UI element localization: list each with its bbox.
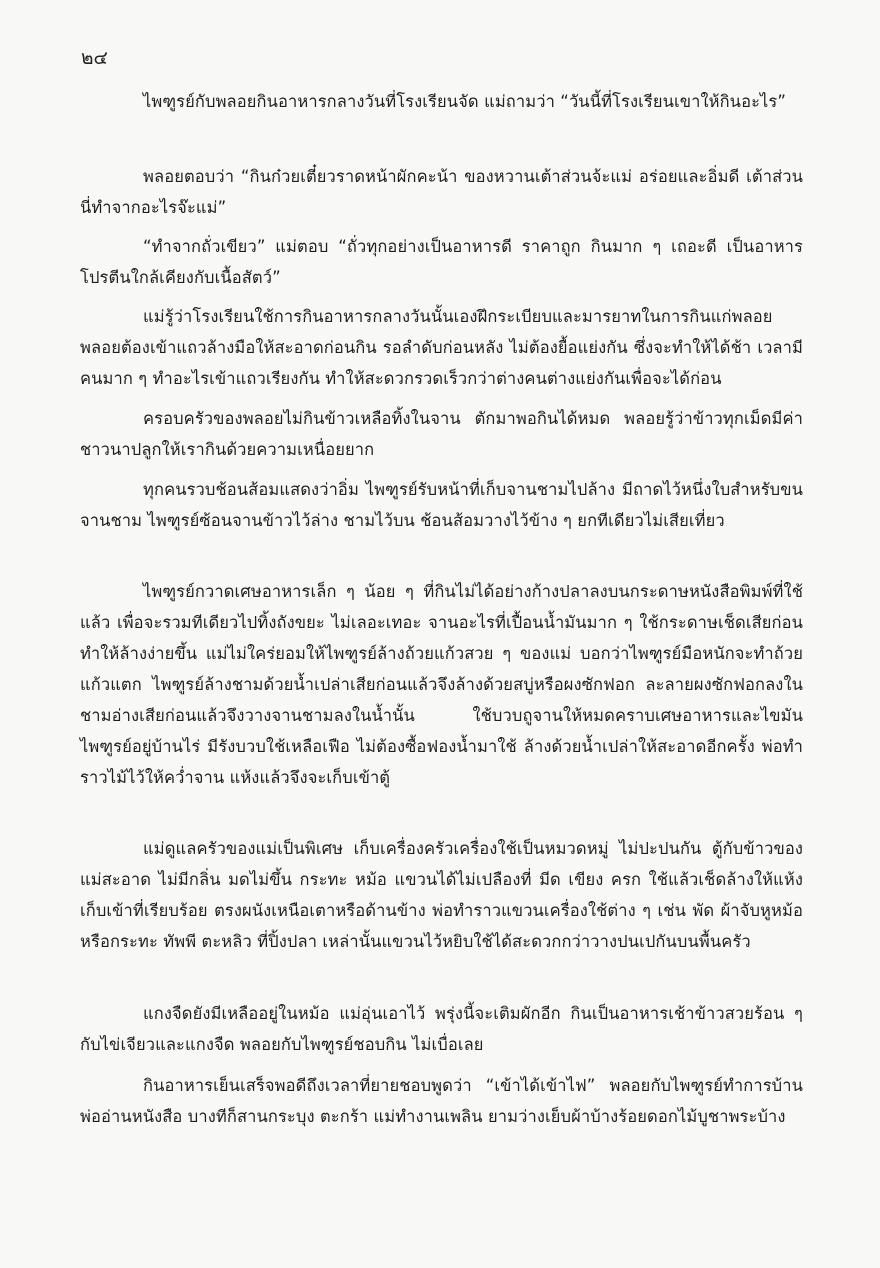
paragraph: ไพฑูรย์กับพลอยกินอาหารกลางวันที่โรงเรียนจัด แม่ถามว่า “วันนี้ที่โรงเรียนเขาให้กินอะไร” (143, 92, 787, 111)
paragraph: ทุกคนรวบช้อนส้อมแสดงว่าอิ่ม ไพฑูรย์รับหน้าที่เก็บจานชามไปล้าง มีถาดไว้หนึ่งใบสำหรับขนจานชาม ไพฑูรย์ซ้อนจานข้าวไว้ล่าง ชามไว้บน ช้อนส้อมวางไว้ข้าง ๆ ยกทีเดียวไม่เสียเที่ยว (80, 480, 803, 530)
paragraph: แม่ดูแลครัวของแม่เป็นพิเศษ เก็บเครื่องครัวเครื่องใช้เป็นหมวดหมู่ ไม่ปะปนกัน ตู้กับข้าวของแม่สะอาด ไม่มีกลิ่น มดไม่ขึ้น กระทะ หม้อ แขวนได้ไม่เปลืองที่ มีด เขียง ครก ใช้แล้วเช็ดล้างให้แห้ง เก็บเข้าที่เรียบร้อย ตรงผนังเหนือเตาหรือด้านข้าง พ่อทำราวแขวนเครื่องใช้ต่าง ๆ เช่น พัด ผ้าจับหูหม้อ หรือกระทะ ทัพพี ตะหลิว ที่ปิ้งปลา เหล่านั้นแขวนไว้หยิบใช้ได้สะดวกกว่าวางปนเปกันบนพื้นครัว (80, 839, 803, 951)
paragraph: ไพฑูรย์กวาดเศษอาหารเล็ก ๆ น้อย ๆ ที่กินไม่ได้อย่างก้างปลาลงบนกระดาษหนังสือพิมพ์ที่ใช้แล้ว เพื่อจะรวมทีเดียวไปทิ้งถังขยะ ไม่เลอะเทอะ จานอะไรที่เปื้อนน้ำมันมาก ๆ ใช้กระดาษเช็ดเสียก่อน ทำให้ล้างง่ายขึ้น แม่ไม่ใคร่ยอมให้ไพฑูรย์ล้างถ้วยแก้วสวย ๆ ของแม่ บอกว่าไพฑูรย์มือหนักจะทำถ้วยแก้วแตก ไพฑูรย์ล้างชามด้วยน้ำเปล่าเสียก่อนแล้วจึงล้างด้วยสบู่หรือผงซักฟอก ละลายผงซักฟอกลงในชามอ่างเสียก่อนแล้วจึงวางจานชามลงในน้ำนั้น ใช้บวบถูจานให้หมดคราบเศษอาหารและไขมัน ไพฑูรย์อยู่บ้านไร่ มีรังบวบใช้เหลือเฟือ ไม่ต้องซื้อฟองน้ำมาใช้ ล้างด้วยน้ำเปล่าให้สะอาดอีกครั้ง พ่อทำราวไม้ไว้ให้คว่ำจาน แห้งแล้วจึงจะเก็บเข้าตู้ (80, 582, 803, 787)
body-text (80, 86, 803, 1163)
paragraph: พลอยตอบว่า “กินก๋วยเตี๋ยวราดหน้าผักคะน้า ของหวานเต้าส่วนจ้ะแม่ อร่อยและอิ่มดี เต้าส่วนนี่ทำจากอะไรจ๊ะแม่” (80, 167, 803, 217)
paragraph: แม่รู้ว่าโรงเรียนใช้การกินอาหารกลางวันนั้นเองฝึกระเบียบและมารยาทในการกินแก่พลอย พลอยต้องเข้าแถวล้างมือให้สะอาดก่อนกิน รอลำดับก่อนหลัง ไม่ต้องยื้อแย่งกัน ซึ่งจะทำให้ได้ช้า เวลามีคนมาก ๆ ทำอะไรเข้าแถวเรียงกัน ทำให้สะดวกรวดเร็วกว่าต่างคนต่างแย่งกันเพื่อจะได้ก่อน (80, 307, 803, 388)
paragraph: “ทำจากถั่วเขียว” แม่ตอบ “ถั่วทุกอย่างเป็นอาหารดี ราคาถูก กินมาก ๆ เถอะดี เป็นอาหารโปรตีนใกล้เคียงกับเนื้อสัตว์” (80, 237, 803, 287)
paragraph: แกงจืดยังมีเหลืออยู่ในหม้อ แม่อุ่นเอาไว้ พรุ่งนี้จะเติมผักอีก กินเป็นอาหารเช้าข้าวสวยร้อน ๆ กับไข่เจียวและแกงจืด พลอยกับไพฑูรย์ชอบกิน ไม่เบื่อเลย (80, 1004, 803, 1054)
paragraph: กินอาหารเย็นเสร็จพอดีถึงเวลาที่ยายชอบพูดว่า “เข้าได้เข้าไฟ” พลอยกับไพฑูรย์ทำการบ้าน พ่ออ่านหนังสือ บางทีก็สานกระบุง ตะกร้า แม่ทำงานเพลิน ยามว่างเย็บผ้าบ้างร้อยดอกไม้บูชาพระบ้าง (80, 1076, 803, 1126)
paragraph: ครอบครัวของพลอยไม่กินข้าวเหลือทิ้งในจาน ตักมาพอกินได้หมด พลอยรู้ว่าข้าวทุกเม็ดมีค่า ชาวนาปลูกให้เรากินด้วยความเหนื่อยยาก (80, 409, 803, 459)
page-number: ๒๔ (81, 47, 108, 69)
